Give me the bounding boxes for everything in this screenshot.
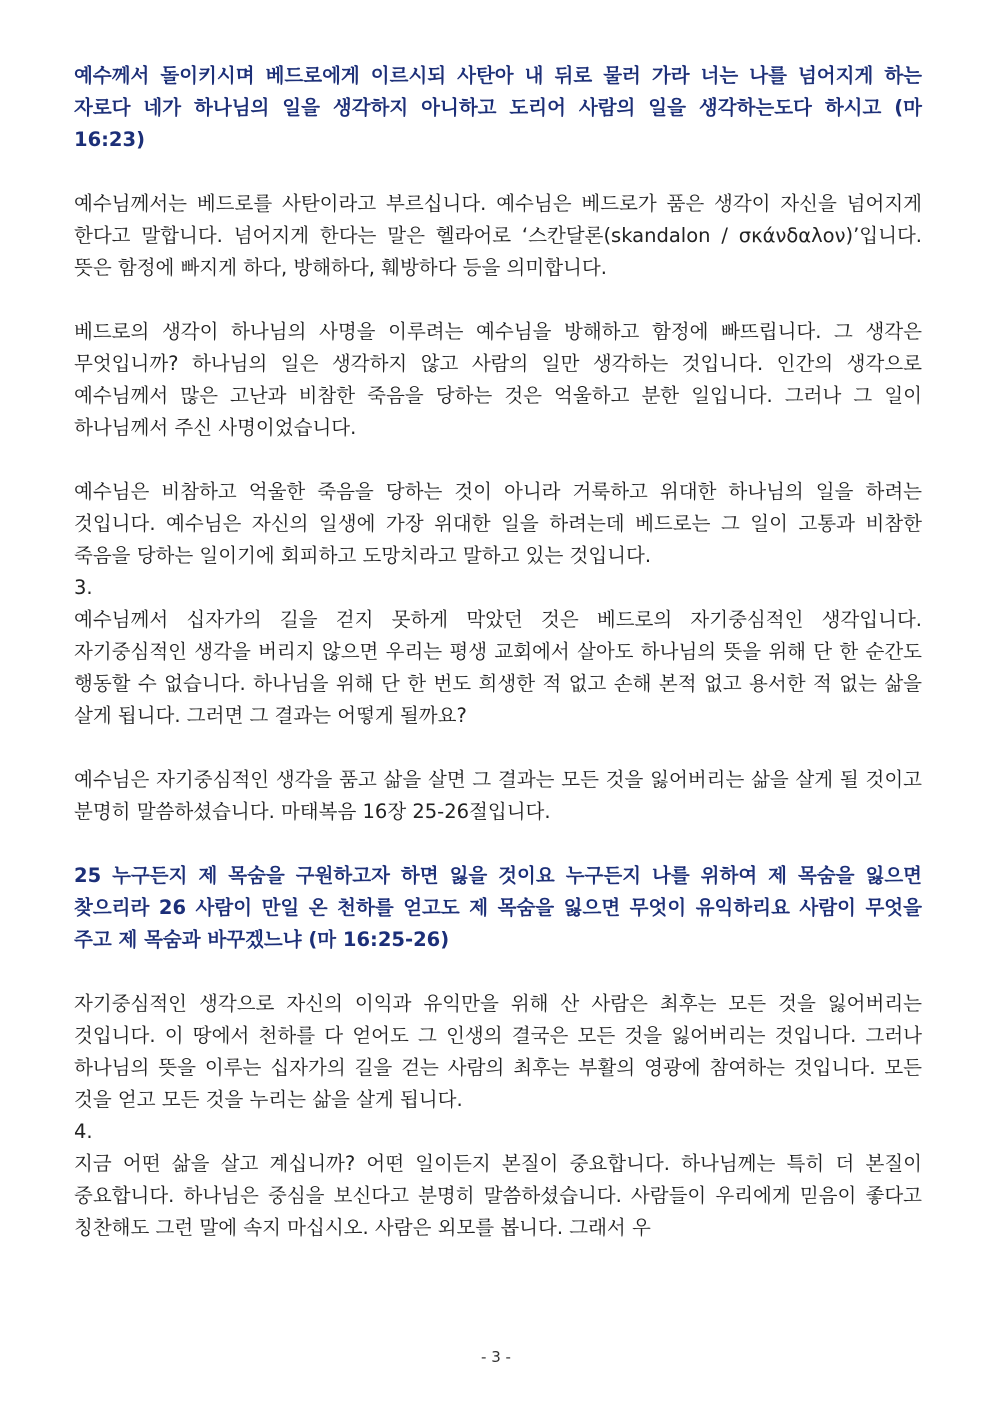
body-paragraph: 베드로의 생각이 하나님의 사명을 이루려는 예수님을 방해하고 함정에 빠뜨립니다. 그 생각은 무엇입니까? 하나님의 일은 생각하지 않고 사람의 일만 생각하는 것입니다. 인간의 생각으로 예수님께서 많은 고난과 비참한 죽음을 당하는 것은 억울하고 분한 일입니다. 그러나 그 일이 하나님께서 주신 사명이었습니다. (74, 320, 922, 439)
body-paragraph: 자기중심적인 생각으로 자신의 이익과 유익만을 위해 산 사람은 최후는 모든 것을 잃어버리는 것입니다. 이 땅에서 천하를 다 얻어도 그 인생의 결국은 모든 것을 잃어버리는 것입니다. 그러나 하나님의 뜻을 이루는 십자가의 길을 걷는 사람의 최후는 부활의 영광에 참여하는 것입니다. 모든 것을 얻고 모든 것을 누리는 삶을 살게 됩니다. (74, 992, 922, 1111)
scripture-quote-matthew-16-23: 예수께서 돌이키시며 베드로에게 이르시되 사탄아 내 뒤로 물러 가라 너는 나를 넘어지게 하는 자로다 네가 하나님의 일을 생각하지 아니하고 도리어 사람의 일을 생각하는도다 하시고 (마 16:23) (74, 64, 922, 151)
section-number: 3. (74, 576, 93, 599)
section-number: 4. (74, 1120, 93, 1143)
scripture-quote-matthew-16-25-26: 25 누구든지 제 목숨을 구원하고자 하면 잃을 것이요 누구든지 나를 위하여 제 목숨을 잃으면 찾으리라 26 사람이 만일 온 천하를 얻고도 제 목숨을 잃으면 무엇이 유익하리요 사람이 무엇을 주고 제 목숨과 바꾸겠느냐 (마 16:25-26) (74, 864, 922, 951)
body-paragraph: 지금 어떤 삶을 살고 계십니까? 어떤 일이든지 본질이 중요합니다. 하나님께는 특히 더 본질이 중요합니다. 하나님은 중심을 보신다고 분명히 말씀하셨습니다. 사람들이 우리에게 믿음이 좋다고 칭찬해도 그런 말에 속지 마십시오. 사람은 외모를 봅니다. 그래서 우 (74, 1152, 922, 1239)
body-paragraph: 예수님은 비참하고 억울한 죽음을 당하는 것이 아니라 거룩하고 위대한 하나님의 일을 하려는 것입니다. 예수님은 자신의 일생에 가장 위대한 일을 하려는데 베드로는 그 일이 고통과 비참한 죽음을 당하는 일이기에 회피하고 도망치라고 말하고 있는 것입니다. (74, 480, 922, 567)
body-paragraph: 예수님은 자기중심적인 생각을 품고 삶을 살면 그 결과는 모든 것을 잃어버리는 삶을 살게 될 것이고 분명히 말씀하셨습니다. 마태복음 16장 25-26절입니다. (74, 768, 922, 823)
body-paragraph: 예수님께서 십자가의 길을 걷지 못하게 막았던 것은 베드로의 자기중심적인 생각입니다. 자기중심적인 생각을 버리지 않으면 우리는 평생 교회에서 살아도 하나님의 뜻을 위해 단 한 순간도 행동할 수 없습니다. 하나님을 위해 단 한 번도 희생한 적 없고 손해 본적 없고 용서한 적 없는 삶을 살게 됩니다. 그러면 그 결과는 어떻게 될까요? (74, 608, 922, 727)
body-paragraph: 예수님께서는 베드로를 사탄이라고 부르십니다. 예수님은 베드로가 품은 생각이 자신을 넘어지게 한다고 말합니다. 넘어지게 한다는 말은 헬라어로 ‘스칸달론(skandalon / σκάνδαλον)’입니다. 뜻은 함정에 빠지게 하다, 방해하다, 훼방하다 등을 의미합니다. (74, 192, 922, 279)
page-number: - 3 - (481, 1348, 511, 1366)
document-page (74, 60, 922, 1244)
